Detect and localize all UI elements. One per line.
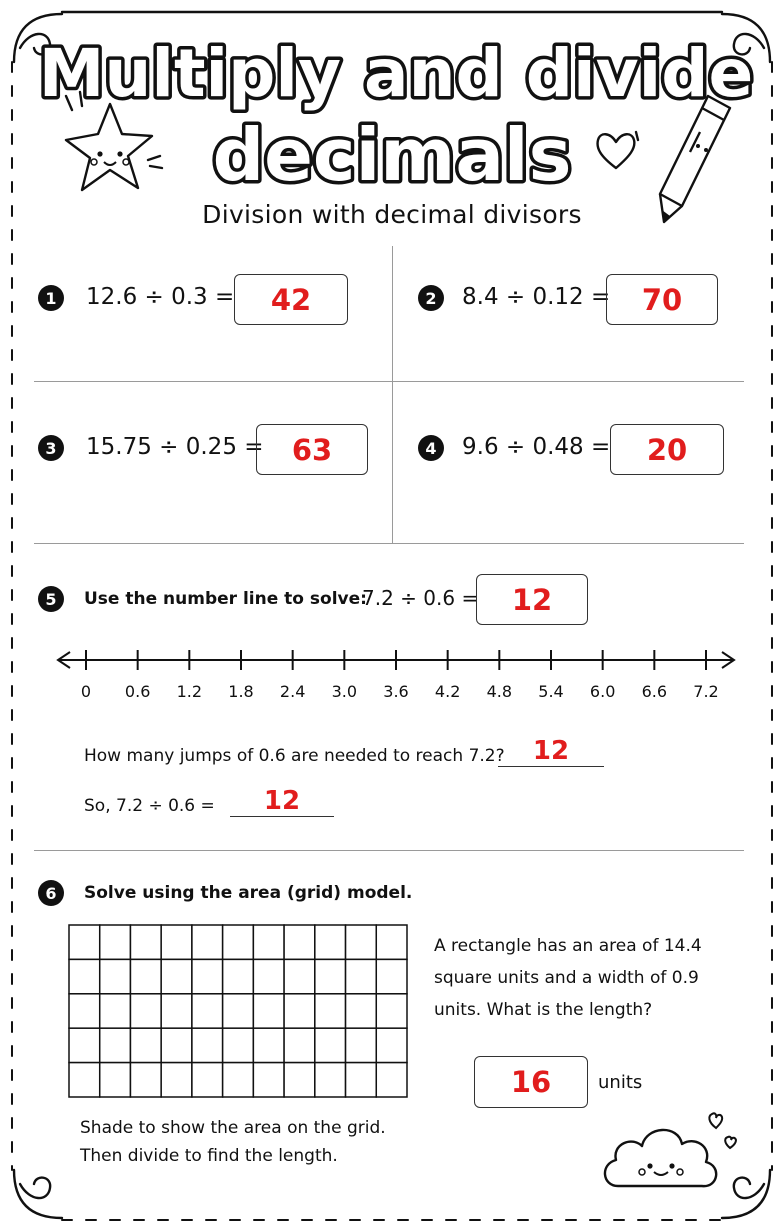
page-title-line1: Multiply and divide [38, 35, 754, 112]
grid-cell[interactable] [161, 925, 192, 959]
subtitle: Division with decimal divisors [202, 200, 582, 229]
grid-cell[interactable] [376, 1028, 407, 1062]
grid-cell[interactable] [192, 1063, 223, 1097]
grid-cell[interactable] [253, 994, 284, 1028]
grid-cell[interactable] [69, 994, 100, 1028]
number-line-tick-label: 4.8 [486, 682, 513, 701]
grid-cell[interactable] [223, 994, 254, 1028]
grid-cell[interactable] [376, 959, 407, 993]
grid-cell[interactable] [161, 1028, 192, 1062]
divider-horizontal-1 [34, 381, 744, 382]
grid-cell[interactable] [130, 1063, 161, 1097]
grid-cell[interactable] [253, 959, 284, 993]
problem-3-badge: 3 [38, 435, 64, 461]
number-line [0, 640, 784, 680]
problem-3-equation: 15.75 ÷ 0.25 = [86, 434, 264, 460]
grid-cell[interactable] [253, 925, 284, 959]
grid-cell[interactable] [130, 994, 161, 1028]
grid-cell[interactable] [192, 994, 223, 1028]
problem-6-answer[interactable]: 16 [474, 1056, 588, 1108]
grid-cell[interactable] [223, 1028, 254, 1062]
problem-4-equation: 9.6 ÷ 0.48 = [462, 434, 611, 460]
divider-horizontal-2 [34, 543, 744, 544]
number-line-tick-label: 7.2 [693, 682, 719, 701]
number-line-tick-label: 6.0 [589, 682, 616, 701]
grid-cell[interactable] [315, 959, 346, 993]
grid-cell[interactable] [315, 994, 346, 1028]
shade-instruction-1: Shade to show the area on the grid. [80, 1118, 386, 1138]
grid-cell[interactable] [346, 925, 377, 959]
number-line-tick-label: 3.0 [331, 682, 358, 701]
grid-cell[interactable] [100, 1028, 131, 1062]
grid-cell[interactable] [161, 959, 192, 993]
grid-cell[interactable] [284, 959, 315, 993]
problem-2-badge: 2 [418, 285, 444, 311]
grid-cell[interactable] [192, 1028, 223, 1062]
problem-5-answer[interactable]: 12 [476, 574, 588, 625]
problem-5-question: How many jumps of 0.6 are needed to reach 7.2? [84, 746, 505, 766]
problem-3-answer[interactable]: 63 [256, 424, 368, 475]
problem-1-answer[interactable]: 42 [234, 274, 348, 325]
number-line-tick-label: 0 [80, 682, 92, 701]
number-line-tick-label: 0.6 [124, 682, 151, 701]
grid-cell[interactable] [161, 1063, 192, 1097]
grid-cell[interactable] [69, 959, 100, 993]
grid-cell[interactable] [192, 959, 223, 993]
grid-cell[interactable] [69, 1063, 100, 1097]
grid-cell[interactable] [253, 1063, 284, 1097]
problem-2-equation: 8.4 ÷ 0.12 = [462, 284, 611, 310]
problem-5-so-answer[interactable]: 12 [230, 788, 334, 817]
divider-vertical [392, 246, 393, 544]
problem-5-equation: 7.2 ÷ 0.6 = [362, 586, 479, 610]
heart-icon [592, 128, 644, 172]
grid-cell[interactable] [346, 1063, 377, 1097]
problem-1-badge: 1 [38, 285, 64, 311]
problem-5-question-answer[interactable]: 12 [498, 738, 604, 767]
grid-cell[interactable] [100, 959, 131, 993]
grid-cell[interactable] [315, 1063, 346, 1097]
grid-cell[interactable] [100, 925, 131, 959]
grid-cell[interactable] [161, 994, 192, 1028]
grid-cell[interactable] [284, 1063, 315, 1097]
problem-4-badge: 4 [418, 435, 444, 461]
number-line-tick-label: 2.4 [279, 682, 306, 701]
number-line-tick-label: 4.2 [434, 682, 461, 701]
grid-cell[interactable] [376, 1063, 407, 1097]
number-line-tick-label: 1.2 [176, 682, 203, 701]
grid-cell[interactable] [223, 1063, 254, 1097]
grid-cell[interactable] [346, 959, 377, 993]
problem-5-badge: 5 [38, 586, 64, 612]
grid-cell[interactable] [284, 925, 315, 959]
number-line-tick-label: 5.4 [538, 682, 564, 701]
divider-horizontal-3 [34, 850, 744, 851]
grid-cell[interactable] [315, 925, 346, 959]
problem-6-units: units [598, 1072, 643, 1093]
problem-5-so-text: So, 7.2 ÷ 0.6 = [84, 796, 215, 816]
grid-cell[interactable] [284, 1028, 315, 1062]
grid-cell[interactable] [192, 925, 223, 959]
grid-cell[interactable] [253, 1028, 284, 1062]
grid-cell[interactable] [100, 1063, 131, 1097]
star-icon [40, 86, 170, 206]
problem-1-equation: 12.6 ÷ 0.3 = [86, 284, 235, 310]
small-hearts-icon [704, 1110, 744, 1154]
grid-cell[interactable] [376, 994, 407, 1028]
grid-cell[interactable] [100, 994, 131, 1028]
number-line-tick-label: 1.8 [228, 682, 254, 701]
area-grid[interactable] [68, 924, 408, 1098]
grid-cell[interactable] [130, 1028, 161, 1062]
grid-cell[interactable] [130, 959, 161, 993]
problem-5-instruction: Use the number line to solve: [84, 589, 367, 609]
problem-6-badge: 6 [38, 880, 64, 906]
number-line-tick-label: 3.6 [383, 682, 409, 701]
problem-4-answer[interactable]: 20 [610, 424, 724, 475]
grid-cell[interactable] [346, 1028, 377, 1062]
page-title-line2: decimals [212, 113, 572, 194]
grid-cell[interactable] [315, 1028, 346, 1062]
grid-cell[interactable] [284, 994, 315, 1028]
number-line-tick-label: 6.6 [641, 682, 668, 701]
grid-cell[interactable] [130, 925, 161, 959]
shade-instruction-2: Then divide to find the length. [80, 1146, 338, 1166]
grid-cell[interactable] [376, 925, 407, 959]
grid-cell[interactable] [223, 959, 254, 993]
problem-2-answer[interactable]: 70 [606, 274, 718, 325]
grid-cell[interactable] [69, 925, 100, 959]
grid-cell[interactable] [69, 1028, 100, 1062]
grid-cell[interactable] [223, 925, 254, 959]
problem-6-word-problem: A rectangle has an area of 14.4 square units and a width of 0.9 units. What is the length? [434, 936, 702, 1020]
grid-cell[interactable] [346, 994, 377, 1028]
problem-6-instruction: Solve using the area (grid) model. [84, 883, 413, 903]
